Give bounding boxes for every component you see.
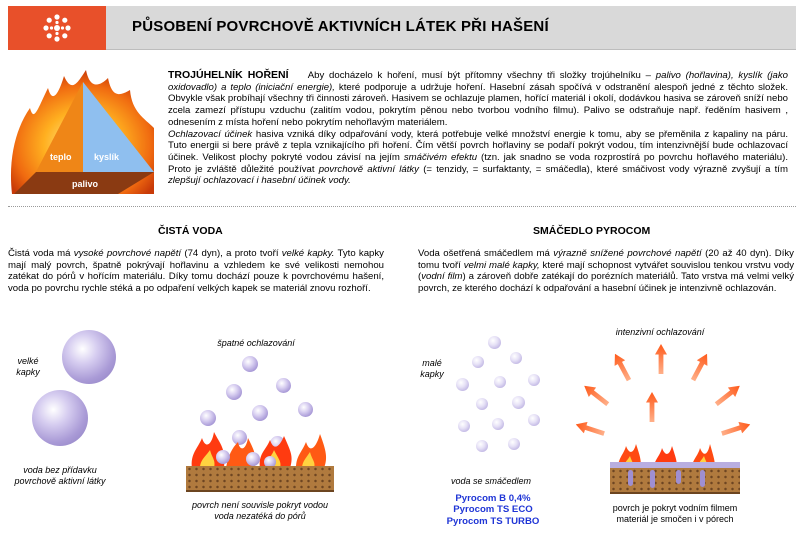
- drop: [510, 352, 522, 364]
- label-wetting-agent: voda se smáčedlem: [450, 476, 532, 486]
- drop: [276, 378, 291, 393]
- label-teplo: teplo: [50, 152, 72, 162]
- product-item: Pyrocom TS ECO: [453, 504, 533, 516]
- label-left-surface: povrch není souvisle pokryt vodou voda nezatéká do pórů: [191, 500, 329, 521]
- intro-heading: TROJÚHELNÍK HOŘENÍ: [168, 69, 289, 81]
- heat-arrow-icon: [610, 351, 635, 383]
- drop: [494, 376, 506, 388]
- drop: [508, 438, 520, 450]
- big-drop-1: [62, 330, 116, 384]
- drop: [246, 452, 260, 466]
- drop: [252, 405, 268, 421]
- label-small-drops: malé kapky: [420, 358, 444, 379]
- drop: [492, 418, 504, 430]
- section-divider: [8, 206, 796, 207]
- pore-water: [628, 470, 633, 486]
- right-section-text: Voda ošetřená smáčedlem má výrazně snížené povrchové napětí (20 až 40 dyn). Díky tomu tvoří velmi malé kapky, které mají schopnost vytvářet souvislou tenkou vrstvu vody (vodní film) a zároveň dobře zatékají do porézních materiálů. Tato vrstva má velmi velký povrch, ze kterého dochází k odpařování a hasební účinek je intenzivně ochlazován.: [418, 248, 795, 295]
- label-intensive-cooling: intenzivní ochlazování: [615, 327, 705, 337]
- page-title: PŮSOBENÍ POVRCHOVĚ AKTIVNÍCH LÁTEK PŘI HAŠENÍ: [132, 18, 549, 35]
- heat-arrow-icon: [712, 381, 743, 409]
- product-list: [430, 493, 556, 527]
- left-section-text: Čistá voda má vysoké povrchové napětí (74 dyn), a proto tvoří velké kapky. Tyto kapky mají malý povrch, špatně pokrývají hořlavinu a vzhledem ke své velikosti nemohou zatékat do pórů v hořícím materiálu. Díky tomu dochází pouze k povrchovému hašení, voda po povrchu rychle stéká a po odpaření velkých kapek se materiál znovu rozhoří.: [8, 248, 384, 295]
- brand-logo: [8, 6, 106, 50]
- drop: [488, 336, 501, 349]
- drop: [512, 396, 525, 409]
- drop: [298, 402, 313, 417]
- intro-text: TROJÚHELNÍK HOŘENÍ Aby docházelo k hoření, musí být přítomny všechny tři složky trojúhelníku – palivo (hořlavina), kyslík (jako oxidovadlo) a teplo (iniciační energie), které podporuje a udržuje hoření. Hasební zásah spočívá v odstranění alespoň jedné z těchto složek. Obvykle však probíhají všechny tři činnosti zároveň. Hasivem se ochlazuje plamen, hořící materiál i okolí, dodávkou hasiva se zároveň sníží nebo zcela zamezí přístupu vzduchu (zalitím vodou, pokrytím pěnou nebo tvorbou vodního filmu). Palivo se odstraňuje např. ředěním hasivem , odnesením z místa hoření nebo pokrytím nehořlavým materiálem. Ochlazovací účinek hasiva vzniká díky odpařování vody, která potřebuje velké množství energie k tomu, aby se přeměnila z kapaliny na páru. Tuto energii si bere právě z tepla vznikajícího při hoření. Čím větší povrch hořlaviny se podaří pokrýt vodou, tím intenzivnější bude ochlazovací účinek. Velikost plochy pokryté vodou závisí na jejím smáčivém efektu (tzn. jak snadno se voda rozprostírá po povrchu hořlavého materiálu). Proto je zvláště důležité používat povrchově aktivní látky (= tenzidy, = surfaktanty, = smáčedla), které smáčivost vody výrazně zvyšují a tím zlepšují ochlazovací i hasební účinek vody.: [168, 69, 789, 187]
- drop: [476, 398, 488, 410]
- heat-arrow-icon: [646, 392, 658, 422]
- label-kyslik: kyslík: [94, 152, 120, 162]
- snowflake-logo-icon: [41, 12, 73, 44]
- left-section-title: ČISTÁ VODA: [158, 225, 223, 237]
- drop: [528, 414, 540, 426]
- left-burning-surface: [186, 466, 334, 492]
- label-bad-cooling: špatné ochlazování: [217, 338, 295, 348]
- big-drop-2: [32, 390, 88, 446]
- product-item: Pyrocom B 0,4%: [455, 493, 531, 504]
- drop: [242, 356, 258, 372]
- drop: [456, 378, 469, 391]
- drop: [476, 440, 488, 452]
- drop: [458, 420, 470, 432]
- drop: [472, 356, 484, 368]
- heat-arrow-icon: [720, 419, 752, 440]
- label-no-surfactant: voda bez přídavku povrchově aktivní látky: [14, 465, 106, 486]
- fire-triangle-diagram: [8, 68, 158, 196]
- right-section-title: SMÁČEDLO PYROCOM: [533, 225, 651, 237]
- label-right-surface: povrch je pokryt vodním filmem materiál je smočen i v pórech: [612, 503, 738, 524]
- heat-arrow-icon: [655, 344, 667, 374]
- heat-arrow-icon: [580, 381, 611, 409]
- pore-water: [700, 470, 705, 487]
- drop: [226, 384, 242, 400]
- product-item: Pyrocom TS TURBO: [446, 515, 540, 527]
- heat-arrow-icon: [688, 351, 713, 383]
- label-big-drops: velké kapky: [16, 356, 40, 377]
- pore-water: [650, 470, 655, 488]
- label-palivo: palivo: [72, 179, 99, 189]
- left-flames: [186, 424, 334, 468]
- drop: [216, 450, 230, 464]
- page-header: [8, 6, 796, 50]
- pore-water: [676, 470, 681, 484]
- heat-arrow-icon: [574, 419, 606, 440]
- drop: [528, 374, 540, 386]
